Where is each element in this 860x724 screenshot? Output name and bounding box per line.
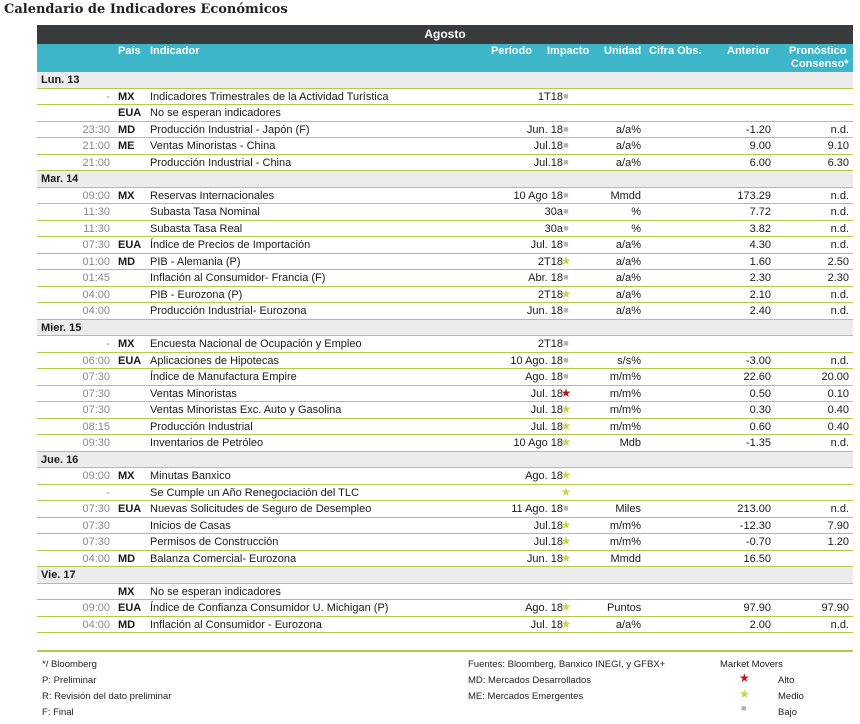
column-header-bar — [37, 44, 853, 72]
period-cell: Jun. 18 — [526, 123, 563, 136]
period-cell: Ago. 18 — [525, 602, 563, 614]
impact-alto-star-icon: ★ — [560, 385, 572, 400]
legend-label-bajo: Bajo — [778, 707, 798, 718]
unit-cell: s/s% — [617, 354, 641, 367]
country-cell: MD — [118, 552, 136, 565]
period-cell: Jul.18 — [533, 536, 563, 548]
table-row — [37, 303, 853, 320]
previous-cell: -0.70 — [745, 536, 771, 548]
me-note: ME: Mercados Emergentes — [468, 691, 584, 702]
unit-cell: Puntos — [607, 602, 642, 614]
previous-cell: 0.30 — [749, 404, 771, 416]
unit-cell: % — [631, 222, 641, 235]
table-row — [37, 353, 853, 370]
time-cell: 07:30 — [82, 387, 110, 400]
unit-cell: a/a% — [615, 618, 641, 631]
table-row — [37, 551, 853, 568]
country-cell: MX — [118, 470, 135, 482]
impact-medio-star-icon: ★ — [560, 534, 572, 548]
period-cell: 2T18 — [537, 255, 563, 268]
unit-cell: m/m% — [609, 387, 641, 400]
table-row — [37, 485, 853, 502]
table-row — [37, 386, 853, 403]
table-row — [37, 435, 853, 452]
time-cell: 09:30 — [82, 437, 110, 449]
impact-medio-star-icon: ★ — [560, 550, 572, 565]
impact-bajo-square-icon: ■ — [563, 156, 569, 167]
indicator-cell: Se Cumple un Año Renegociación del TLC — [150, 486, 359, 499]
previous-cell: -1.35 — [745, 437, 771, 449]
consensus-cell: n.d. — [830, 437, 849, 449]
table-row — [37, 254, 853, 271]
table-row — [37, 89, 853, 106]
consensus-cell: 2.50 — [827, 255, 849, 268]
period-cell: 10 Ago. 18 — [510, 354, 563, 367]
consensus-cell: n.d. — [830, 288, 849, 301]
time-cell: 07:30 — [82, 371, 110, 383]
indicator-cell: PIB - Alemania (P) — [150, 255, 241, 268]
country-cell: MD — [118, 123, 136, 136]
indicator-cell: Índice de Confianza Consumidor U. Michigan (P) — [150, 602, 389, 614]
header-period: Período — [491, 45, 532, 57]
consensus-cell: 1.20 — [827, 536, 849, 548]
impact-bajo-square-icon: ■ — [563, 272, 569, 282]
indicator-cell: No se esperan indicadores — [150, 107, 281, 119]
table-row — [37, 501, 853, 518]
unit-cell: m/m% — [609, 536, 641, 548]
unit-cell: a/a% — [615, 255, 641, 268]
impact-bajo-square-icon: ■ — [563, 305, 569, 315]
previous-cell: 4.30 — [749, 239, 771, 251]
table-row — [37, 617, 853, 634]
month-header: Agosto — [37, 25, 853, 44]
country-cell: MD — [118, 618, 136, 631]
footnote: F: Final — [42, 707, 74, 718]
md-note: MD: Mercados Desarrollados — [468, 675, 592, 686]
indicator-cell: Minutas Banxico — [150, 470, 231, 482]
impact-bajo-square-icon: ■ — [563, 338, 569, 348]
previous-cell: 16.50 — [743, 552, 771, 565]
indicator-cell: Inventarios de Petróleo — [150, 437, 264, 449]
previous-cell: 2.00 — [749, 618, 771, 631]
time-cell: 04:00 — [82, 552, 110, 565]
footnote: P: Preliminar — [42, 675, 97, 686]
table-row — [37, 155, 853, 172]
period-cell: Ago. 18 — [525, 470, 563, 482]
country-cell: EUA — [118, 239, 142, 251]
time-cell: 04:00 — [82, 305, 110, 317]
indicator-cell: Ventas Minoristas — [150, 387, 237, 400]
period-cell: 10 Ago 18 — [513, 437, 563, 449]
unit-cell: a/a% — [615, 156, 641, 169]
previous-cell: -1.20 — [745, 123, 771, 136]
period-cell: Jul.18 — [533, 156, 563, 169]
impact-bajo-square-icon: ■ — [563, 354, 569, 365]
period-cell: Jun. 18 — [526, 305, 563, 317]
time-cell: 07:30 — [82, 519, 110, 532]
page-title: Calendario de Indicadores Económicos — [4, 2, 288, 17]
impact-medio-star-icon: ★ — [560, 253, 572, 268]
time-cell: 01:00 — [82, 255, 110, 268]
previous-cell: 2.40 — [749, 305, 771, 317]
time-cell: 07:30 — [82, 536, 110, 548]
unit-cell: m/m% — [609, 404, 641, 416]
table-row — [37, 221, 853, 238]
footer-divider — [37, 650, 853, 652]
indicator-cell: Índice de Manufactura Empire — [150, 371, 297, 383]
previous-cell: 7.72 — [749, 206, 771, 218]
period-cell: 2T18 — [537, 338, 563, 350]
previous-cell: -3.00 — [745, 354, 771, 367]
indicator-cell: Producción Industrial - Japón (F) — [150, 123, 310, 136]
period-cell: 30a — [544, 206, 563, 218]
legend-title: Market Movers — [720, 659, 783, 670]
legend-label-alto: Alto — [778, 675, 795, 686]
impact-bajo-square-icon: ■ — [563, 206, 569, 216]
indicator-cell: Aplicaciones de Hipotecas — [150, 354, 280, 367]
time-cell: 23:30 — [82, 123, 110, 136]
consensus-cell: n.d. — [830, 239, 849, 251]
table-row — [37, 188, 853, 205]
time-cell: 21:00 — [82, 156, 110, 169]
table-row — [37, 287, 853, 304]
period-cell: Jul. 18 — [530, 404, 563, 416]
unit-cell: % — [631, 206, 641, 218]
unit-cell: a/a% — [615, 288, 641, 301]
period-cell: Jun. 18 — [526, 552, 563, 565]
consensus-cell: 0.10 — [827, 387, 849, 400]
star-icon-alto: ★ — [739, 671, 750, 685]
indicator-cell: Producción Industrial — [150, 420, 253, 433]
unit-cell: a/a% — [615, 272, 641, 284]
impact-medio-star-icon: ★ — [560, 484, 572, 499]
indicator-cell: Producción Industrial - China — [150, 156, 292, 169]
period-cell: Abr. 18 — [528, 272, 563, 284]
impact-bajo-square-icon: ■ — [563, 90, 569, 101]
previous-cell: 6.00 — [749, 156, 771, 169]
consensus-cell: n.d. — [830, 503, 849, 515]
impact-medio-star-icon: ★ — [560, 418, 572, 433]
previous-cell: 2.30 — [749, 272, 771, 284]
table-row — [37, 237, 853, 254]
impact-bajo-square-icon: ■ — [563, 239, 569, 249]
day-label: Lun. 13 — [41, 74, 80, 86]
indicator-cell: Subasta Tasa Real — [150, 222, 243, 235]
header-consensus-line2: Consenso* — [791, 58, 849, 70]
table-row — [37, 369, 853, 386]
time-cell: 04:00 — [82, 288, 110, 301]
table-row — [37, 105, 853, 122]
consensus-cell: 0.40 — [827, 404, 849, 416]
day-label: Mier. 15 — [41, 321, 82, 334]
period-cell: Ago. 18 — [525, 371, 563, 383]
period-cell: Jul. 18 — [530, 420, 563, 433]
impact-bajo-square-icon: ■ — [563, 123, 569, 134]
time-cell: 07:30 — [82, 503, 110, 515]
consensus-cell: 20.00 — [821, 371, 849, 383]
unit-cell: m/m% — [609, 420, 641, 433]
time-cell: 01:45 — [82, 272, 110, 284]
country-cell: MX — [118, 90, 135, 103]
time-cell: 09:00 — [82, 470, 110, 482]
impact-medio-star-icon: ★ — [560, 286, 572, 301]
indicator-cell: Índice de Precios de Importación — [150, 239, 311, 251]
square-icon-bajo: ■ — [741, 703, 747, 713]
previous-cell: -12.30 — [739, 519, 771, 532]
indicator-cell: Encuesta Nacional de Ocupación y Empleo — [150, 338, 362, 350]
unit-cell: a/a% — [615, 140, 641, 152]
indicator-cell: Inflación al Consumidor- Francia (F) — [150, 272, 326, 284]
time-cell: - — [106, 486, 110, 499]
unit-cell: a/a% — [615, 305, 641, 317]
country-cell: MX — [118, 338, 135, 350]
time-cell: - — [106, 338, 110, 350]
day-header-row — [37, 567, 853, 584]
table-row — [37, 336, 853, 353]
impact-bajo-square-icon: ■ — [563, 222, 569, 233]
day-label: Vie. 17 — [41, 569, 76, 581]
country-cell: EUA — [118, 107, 142, 119]
day-header-row — [37, 72, 853, 89]
table-row — [37, 204, 853, 221]
unit-cell: Miles — [615, 503, 641, 515]
consensus-cell: n.d. — [830, 618, 849, 631]
footnote: */ Bloomberg — [42, 659, 97, 670]
country-cell: MD — [118, 255, 136, 268]
previous-cell: 0.50 — [749, 387, 771, 400]
header-previous: Anterior — [727, 45, 770, 57]
table-row — [37, 122, 853, 139]
consensus-cell: n.d. — [830, 354, 849, 367]
impact-medio-star-icon: ★ — [560, 435, 572, 449]
previous-cell: 9.00 — [749, 140, 771, 152]
indicator-cell: Reservas Internacionales — [150, 189, 275, 202]
impact-bajo-square-icon: ■ — [563, 371, 569, 381]
consensus-cell: 2.30 — [827, 272, 849, 284]
consensus-cell: n.d. — [830, 189, 849, 202]
unit-cell: m/m% — [609, 371, 641, 383]
period-cell: 10 Ago 18 — [513, 189, 563, 202]
unit-cell: a/a% — [615, 123, 641, 136]
consensus-cell: 0.40 — [827, 420, 849, 433]
table-row — [37, 468, 853, 485]
consensus-cell: n.d. — [830, 123, 849, 136]
header-impact: Impacto — [547, 45, 590, 57]
country-cell: EUA — [118, 503, 142, 515]
day-header-row — [37, 320, 853, 337]
indicators-table — [37, 72, 853, 633]
indicator-cell: Producción Industrial- Eurozona — [150, 305, 307, 317]
impact-medio-star-icon: ★ — [560, 600, 572, 614]
header-consensus-line1: Pronóstico — [789, 45, 847, 57]
indicator-cell: Ventas Minoristas - China — [150, 140, 276, 152]
table-row — [37, 584, 853, 601]
period-cell: 1T18 — [537, 90, 563, 103]
unit-cell: Mmdd — [610, 552, 641, 565]
table-row — [37, 138, 853, 155]
time-cell: 07:30 — [82, 239, 110, 251]
consensus-cell: n.d. — [830, 222, 849, 235]
star-icon-medio: ★ — [739, 687, 750, 701]
time-cell: 21:00 — [82, 140, 110, 152]
impact-medio-star-icon: ★ — [560, 402, 572, 416]
day-header-row — [37, 171, 853, 188]
indicator-cell: Indicadores Trimestrales de la Actividad Turística — [150, 90, 389, 103]
consensus-cell: 6.30 — [827, 156, 849, 169]
period-cell: 30a — [544, 222, 563, 235]
table-row — [37, 534, 853, 551]
period-cell: 2T18 — [537, 288, 563, 301]
indicator-cell: Inflación al Consumidor - Eurozona — [150, 618, 322, 631]
time-cell: 04:00 — [82, 618, 110, 631]
indicator-cell: No se esperan indicadores — [150, 585, 281, 598]
indicator-cell: Nuevas Solicitudes de Seguro de Desempleo — [150, 503, 372, 515]
previous-cell: 2.10 — [749, 288, 771, 301]
period-cell: Jul. 18 — [530, 387, 563, 400]
previous-cell: 1.60 — [749, 255, 771, 268]
previous-cell: 97.90 — [743, 602, 771, 614]
consensus-cell: 97.90 — [821, 602, 849, 614]
previous-cell: 213.00 — [737, 503, 771, 515]
indicator-cell: Subasta Tasa Nominal — [150, 206, 260, 218]
impact-bajo-square-icon: ■ — [563, 189, 569, 200]
impact-bajo-square-icon: ■ — [563, 503, 569, 513]
impact-medio-star-icon: ★ — [560, 616, 572, 631]
header-country: País — [118, 45, 141, 57]
unit-cell: a/a% — [615, 239, 641, 251]
day-header-row — [37, 452, 853, 469]
country-cell: ME — [118, 140, 135, 152]
period-cell: 11 Ago. 18 — [511, 503, 563, 515]
day-label: Jue. 16 — [41, 453, 79, 466]
period-cell: Jul. 18 — [530, 239, 563, 251]
unit-cell: Mdb — [619, 437, 641, 449]
impact-medio-star-icon: ★ — [560, 517, 572, 532]
time-cell: 09:00 — [82, 189, 110, 202]
header-indicator: Indicador — [150, 45, 200, 57]
period-cell: Jul.18 — [533, 140, 563, 152]
indicator-cell: PIB - Eurozona (P) — [150, 288, 243, 301]
time-cell: 08:15 — [82, 420, 110, 433]
table-row — [37, 600, 853, 617]
time-cell: - — [106, 90, 110, 103]
footnote: R: Revisión del dato preliminar — [42, 691, 172, 702]
sources-note: Fuentes: Bloomberg, Banxico INEGI, y GFBX+ — [468, 659, 666, 670]
indicator-cell: Ventas Minoristas Exc. Auto y Gasolina — [150, 404, 342, 416]
day-label: Mar. 14 — [41, 173, 79, 185]
previous-cell: 173.29 — [737, 189, 771, 202]
table-row — [37, 518, 853, 535]
indicator-cell: Inicios de Casas — [150, 519, 231, 532]
time-cell: 07:30 — [82, 404, 110, 416]
period-cell: Jul.18 — [533, 519, 563, 532]
unit-cell: Mmdd — [610, 189, 641, 202]
country-cell: EUA — [118, 602, 142, 614]
impact-bajo-square-icon: ■ — [563, 140, 569, 150]
previous-cell: 22.60 — [743, 371, 771, 383]
time-cell: 06:00 — [82, 354, 110, 367]
table-row — [37, 419, 853, 436]
consensus-cell: 7.90 — [827, 519, 849, 532]
table-row — [37, 270, 853, 287]
time-cell: 11:30 — [83, 206, 110, 218]
impact-medio-star-icon: ★ — [560, 468, 572, 482]
period-cell: Jul. 18 — [530, 618, 563, 631]
previous-cell: 0.60 — [749, 420, 771, 433]
indicator-cell: Permisos de Construcción — [150, 536, 279, 548]
legend-label-medio: Medio — [778, 691, 804, 702]
previous-cell: 3.82 — [749, 222, 771, 235]
time-cell: 11:30 — [83, 222, 110, 235]
consensus-cell: n.d. — [830, 206, 849, 218]
country-cell: MX — [118, 189, 135, 202]
header-unit: Unidad — [604, 45, 642, 57]
consensus-cell: 9.10 — [827, 140, 849, 152]
country-cell: EUA — [118, 354, 142, 367]
header-actual: Cifra Obs. — [649, 45, 702, 57]
table-row — [37, 402, 853, 419]
country-cell: MX — [118, 585, 135, 598]
time-cell: 09:00 — [82, 602, 110, 614]
consensus-cell: n.d. — [830, 305, 849, 317]
unit-cell: m/m% — [609, 519, 641, 532]
indicator-cell: Balanza Comercial- Eurozona — [150, 552, 297, 565]
